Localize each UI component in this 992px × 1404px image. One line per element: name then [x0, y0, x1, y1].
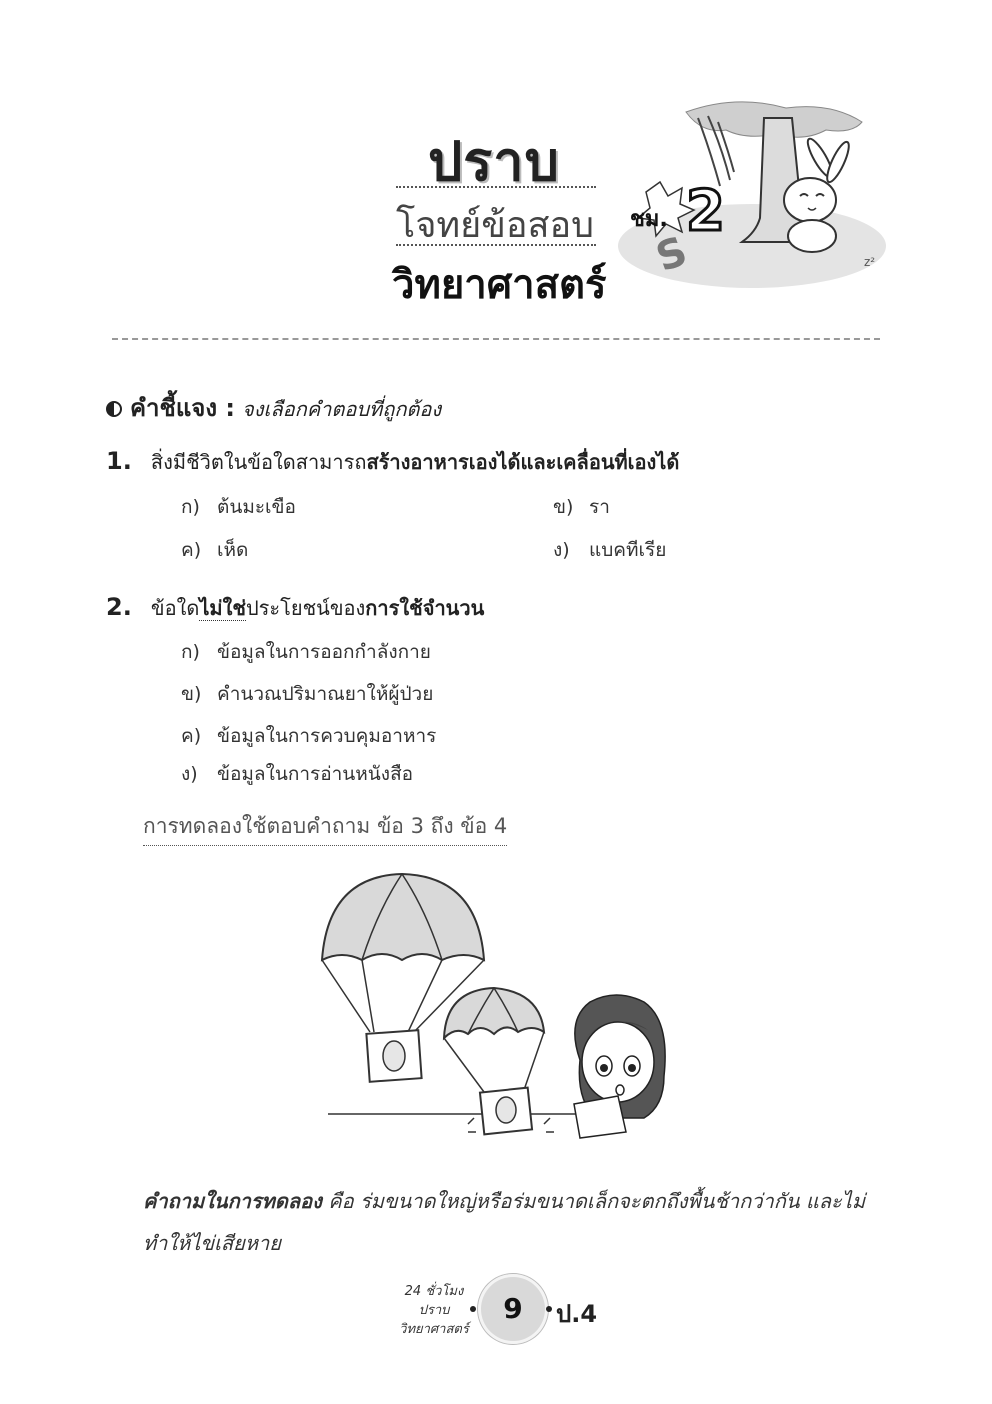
large-parachute: [322, 874, 484, 1082]
option-key: ข): [181, 683, 202, 705]
small-parachute: [444, 988, 554, 1134]
instruction-text: จงเลือกคำตอบที่ถูกต้อง: [242, 397, 442, 421]
half-circle-icon: [106, 401, 122, 417]
option-key: ง): [553, 539, 570, 561]
instruction-label: คำชี้แจง :: [130, 394, 236, 422]
question-text-bold: การใช้จำนวน: [365, 596, 485, 620]
question-text: [151, 450, 679, 474]
book-title-line-2: ปราบ: [418, 1303, 450, 1318]
q1-option-b[interactable]: [553, 492, 610, 522]
paper-sheet: [574, 1096, 626, 1138]
experiment-question: [143, 1180, 893, 1264]
q2-option-c[interactable]: [181, 721, 436, 751]
experiment-question-label: คำถามในการทดลอง: [143, 1189, 322, 1213]
option-text: คำนวณปริมาณยาให้ผู้ป่วย: [217, 683, 434, 705]
q2-option-d[interactable]: [181, 759, 413, 789]
option-text: ข้อมูลในการควบคุมอาหาร: [217, 725, 437, 747]
page-number: 9: [478, 1274, 548, 1344]
question-text-bold: สร้างอาหารเองได้และเคลื่อนที่เองได้: [366, 450, 680, 474]
grade-label: ป.4: [556, 1300, 598, 1328]
book-title-line-3: วิทยาศาสตร์: [399, 1322, 469, 1337]
question-2: [106, 592, 484, 624]
egg-icon: [496, 1097, 516, 1123]
q2-option-b[interactable]: [181, 679, 433, 709]
option-key: ก): [181, 641, 200, 663]
option-key: ก): [181, 496, 200, 518]
option-key: ค): [181, 725, 202, 747]
subtitle-divider: [396, 244, 596, 246]
question-number: 2.: [106, 593, 132, 621]
book-title: [392, 1282, 476, 1339]
footer-dot-left: [470, 1306, 476, 1312]
option-text: ข้อมูลในการอ่านหนังสือ: [217, 763, 414, 785]
q1-option-d[interactable]: [553, 535, 666, 565]
header-illustration: [616, 100, 888, 292]
experiment-caption: การทดลองใช้ตอบคำถาม ข้อ 3 ถึง ข้อ 4: [143, 810, 507, 846]
question-text-plain: สิ่งมีชีวิตในข้อใดสามารถ: [150, 450, 367, 474]
badge-number: 2: [686, 179, 725, 244]
question-1: [106, 446, 679, 478]
sleep-mark: z²: [864, 255, 876, 269]
option-text: เห็ด: [217, 539, 249, 561]
page-title: ปราบ: [428, 130, 560, 193]
q2-option-a[interactable]: [181, 637, 431, 667]
badge-prefix: ชม.: [630, 207, 668, 232]
q1-option-a[interactable]: [181, 492, 296, 522]
page-subtitle: โจทย์ข้อสอบ: [396, 205, 594, 246]
option-key: ง): [181, 763, 198, 785]
question-text-underline: ไม่ใช่: [199, 596, 246, 620]
section-separator: [112, 338, 880, 340]
option-key: ค): [181, 539, 202, 561]
option-text: รา: [589, 496, 610, 518]
question-text-b: ประโยชน์ของ: [245, 596, 366, 620]
question-number: 1.: [106, 447, 132, 475]
girl-character: [574, 995, 665, 1138]
question-text: [151, 596, 484, 620]
experiment-question-text: คือ ร่มขนาดใหญ่หรือร่มขนาดเล็กจะตกถึงพื้นช้ากว่ากัน และไม่ทำให้ไข่เสียหาย: [143, 1189, 866, 1255]
book-title-line-1: 24 ชั่วโมง: [404, 1284, 464, 1299]
title-divider: [396, 186, 596, 188]
option-text: ข้อมูลในการออกกำลังกาย: [217, 641, 431, 663]
question-text-a: ข้อใด: [150, 596, 200, 620]
option-text: แบคทีเรีย: [589, 539, 667, 561]
option-text: ต้นมะเขือ: [217, 496, 296, 518]
option-key: ข): [553, 496, 574, 518]
q1-option-c[interactable]: [181, 535, 248, 565]
footer-dot-right: [546, 1306, 552, 1312]
badge-watermark-s: S: [650, 228, 694, 282]
egg-icon: [383, 1041, 405, 1071]
subject-title: วิทยาศาสตร์: [392, 262, 607, 308]
parachute-illustration: [318, 870, 680, 1150]
instructions: [106, 388, 441, 427]
